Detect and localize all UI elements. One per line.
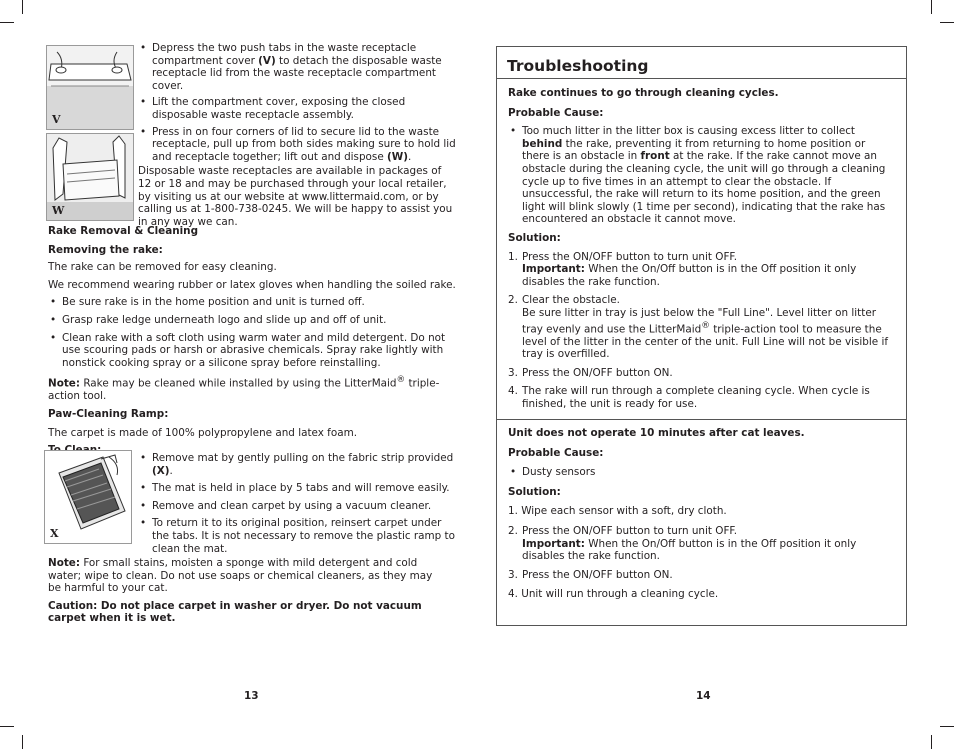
list-item: • Depress the two push tabs in the waste receptacle compartment cover (V) to detach the disposable waste receptacle lid from the waste receptacle compartment cover.: [138, 42, 456, 92]
crop-mark: [0, 22, 14, 23]
solution-step: 4. The rake will run through a complete cleaning cycle. When cycle is finished, the unit is ready for use.: [508, 385, 870, 410]
availability-text: Disposable waste receptacles are available in packages of 12 or 18 and may be purchased through your local retailer, by visiting us at our website at www.littermaid.com, or by calling us at 1-800-738-0245. We will be happy to assist you in any way we can.: [138, 165, 453, 228]
paragraph: The rake can be removed for easy cleaning.: [48, 261, 277, 274]
troubleshooting-box: [496, 46, 907, 626]
solution-step: 1. Press the ON/OFF button to turn unit OFF. Important: When the On/Off button is in the Off position it only disables the rake function.: [508, 250, 857, 288]
paw-heading: Paw-Cleaning Ramp:: [48, 408, 169, 420]
note-paragraph: Note: Rake may be cleaned while installed by using the LitterMaid® triple-action tool.: [48, 375, 440, 403]
list-item: • Grasp rake ledge underneath logo and slide up and off of unit.: [48, 314, 456, 327]
problem-heading: Unit does not operate 10 minutes after cat leaves.: [508, 427, 805, 439]
solution-step: 2. Press the ON/OFF button to turn unit OFF. Important: When the On/Off button is in the Off position it only disables the rake function.: [508, 524, 857, 563]
crop-mark: [22, 735, 23, 749]
list-item: • To return it to its original position, reinsert carpet under the tabs. It is not necessary to remove the plastic ramp to clean the mat.: [138, 517, 456, 555]
clean-bullets: [138, 452, 456, 555]
page-number: 14: [696, 690, 711, 702]
crop-mark: [940, 726, 954, 727]
solution-heading: Solution:: [508, 231, 561, 244]
cause-heading: Probable Cause:: [508, 446, 604, 459]
list-item: • Remove and clean carpet by using a vacuum cleaner.: [138, 500, 456, 513]
divider: [497, 419, 906, 420]
figure-w-label: W: [52, 204, 65, 218]
solution-step: 2. Clear the obstacle. Be sure litter in tray is just below the "Full Line". Level litter on litter tray evenly and use the LitterMaid® triple-action tool to measure the level of the litter in the center of the unit. Full Line will not be visible if tray is overfilled.: [508, 294, 889, 361]
solution-step: 3. Press the ON/OFF button ON.: [508, 366, 673, 379]
section-unit-not-operating: [508, 427, 890, 601]
figure-v-label: V: [52, 113, 61, 127]
list-item: • Press in on four corners of lid to secure lid to the waste receptacle, pull up from both sides making sure to hold lid and receptacle together; lift out and dispose (W).: [138, 126, 456, 164]
list-item: • Lift the compartment cover, exposing the closed disposable waste receptacle assembly.: [138, 96, 456, 121]
rake-section: [48, 225, 456, 457]
paragraph: We recommend wearing rubber or latex gloves when handling the soiled rake.: [48, 278, 456, 291]
page-number: 13: [244, 690, 259, 702]
crop-mark: [22, 0, 23, 14]
illustration-figure-w: [46, 133, 134, 221]
crop-mark: [931, 735, 932, 749]
list-item: • Remove mat by gently pulling on the fabric strip provided (X).: [138, 452, 456, 477]
figure-x-label: X: [50, 527, 59, 541]
illustration-figure-x: [44, 450, 132, 544]
solution-step: 1. Wipe each sensor with a soft, dry cloth.: [508, 505, 727, 518]
list-item: • Clean rake with a soft cloth using warm water and mild detergent. Do not use scouring pads or harsh or abrasive chemicals. Spray rake lightly with nonstick cooking spray or a silicone spray before reinstalling.: [48, 332, 456, 370]
crop-mark: [940, 22, 954, 23]
illustration-figure-v: [46, 45, 134, 130]
rake-heading: Rake Removal & Cleaning: [48, 225, 199, 237]
solution-step: 4. Unit will run through a cleaning cycle.: [508, 588, 719, 601]
problem-heading: Rake continues to go through cleaning cycles.: [508, 87, 779, 99]
crop-mark: [0, 726, 14, 727]
list-item: • The mat is held in place by 5 tabs and will remove easily.: [138, 482, 456, 495]
intro-bullets: [138, 42, 456, 228]
note-paragraph: Note: For small stains, moisten a sponge with mild detergent and cold water; wipe to clean. Do not use soaps or chemical cleaners, as they may be harmful to your cat.: [48, 557, 433, 595]
list-item: • Dusty sensors: [508, 466, 890, 479]
crop-mark: [931, 0, 932, 14]
bottom-notes: [48, 557, 448, 625]
list-item: • Be sure rake is in the home position and unit is turned off.: [48, 296, 456, 309]
page-title: Troubleshooting: [507, 57, 649, 75]
divider: [497, 78, 906, 79]
removing-heading: Removing the rake:: [48, 243, 163, 256]
solution-heading: Solution:: [508, 485, 561, 498]
cause-heading: Probable Cause:: [508, 106, 604, 119]
list-item: • Too much litter in the litter box is causing excess litter to collect behind the rake, preventing it from returning to home position or there is an obstacle in front at the rake. If the rake cannot move an obstacle during the cleaning cycle, the unit will go through a cleaning cycle up to five times in an attempt to clear the obstacle. If unsuccessful, the rake will return to its home position, and the green light will blink slowly (1 time per second), indicating that the rake has encountered an obstacle it cannot move.: [508, 125, 890, 226]
solution-step: 3. Press the ON/OFF button ON.: [508, 568, 673, 581]
caution-text: Caution: Do not place carpet in washer or dryer. Do not vacuum carpet when it is wet.: [48, 599, 422, 625]
paragraph: The carpet is made of 100% polypropylene and latex foam.: [48, 426, 357, 439]
section-rake-cycles: [508, 87, 890, 411]
